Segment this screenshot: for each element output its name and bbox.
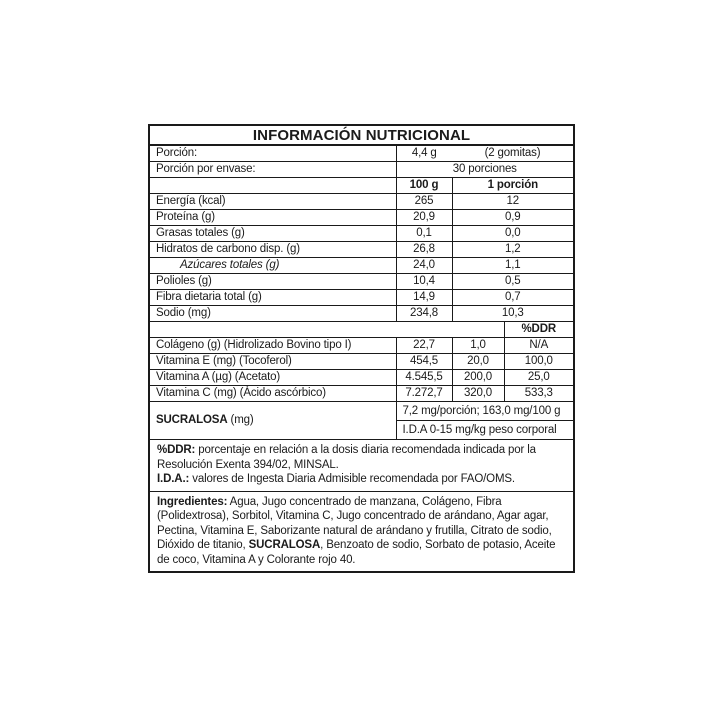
value-per-100g: 234,8 bbox=[396, 306, 452, 322]
footnote-ida bbox=[157, 472, 566, 487]
ingredients-text bbox=[157, 495, 566, 568]
value-per-100g: 24,0 bbox=[396, 258, 452, 274]
servings-per-container-value: 30 porciones bbox=[396, 162, 574, 178]
ddr-header-row bbox=[149, 322, 574, 338]
sucralosa-content-value: 7,2 mg/porción; 163,0 mg/100 g bbox=[396, 402, 574, 421]
value-per-100g: 14,9 bbox=[396, 290, 452, 306]
nutrient-row-sodio bbox=[149, 306, 574, 322]
nutrient-row-polioles bbox=[149, 274, 574, 290]
nutrient-label: Polioles (g) bbox=[149, 274, 396, 290]
active-label: Vitamina A (µg) (Acetato) bbox=[149, 370, 396, 386]
page-title: INFORMACIÓN NUTRICIONAL bbox=[149, 125, 574, 145]
ingredients-label: Ingredientes: bbox=[157, 495, 228, 508]
footnote-ida-term: I.D.A.: bbox=[157, 473, 190, 485]
column-header-per-100g: 100 g bbox=[396, 178, 452, 194]
nutrient-label: Fibra dietaria total (g) bbox=[149, 290, 396, 306]
column-header-ddr: %DDR bbox=[504, 322, 574, 338]
footnotes-row bbox=[149, 440, 574, 492]
footnote-ddr-term: %DDR: bbox=[157, 444, 196, 456]
value-ddr: 100,0 bbox=[504, 354, 574, 370]
value-per-100g: 265 bbox=[396, 194, 452, 210]
nutrient-label: Grasas totales (g) bbox=[149, 226, 396, 242]
nutrient-label: Azúcares totales (g) bbox=[149, 258, 396, 274]
servings-per-container-row bbox=[149, 162, 574, 178]
active-label: Vitamina E (mg) (Tocoferol) bbox=[149, 354, 396, 370]
value-per-serving: 20,0 bbox=[452, 354, 504, 370]
title-row bbox=[149, 125, 574, 145]
value-per-serving: 0,7 bbox=[452, 290, 574, 306]
value-per-serving: 1,1 bbox=[452, 258, 574, 274]
value-per-100g: 22,7 bbox=[396, 338, 452, 354]
servings-per-container-label: Porción por envase: bbox=[149, 162, 396, 178]
nutrient-row-fibra bbox=[149, 290, 574, 306]
active-row-vitamina-a bbox=[149, 370, 574, 386]
value-per-serving: 200,0 bbox=[452, 370, 504, 386]
value-per-100g: 0,1 bbox=[396, 226, 452, 242]
value-per-100g: 26,8 bbox=[396, 242, 452, 258]
value-per-100g: 7.272,7 bbox=[396, 386, 452, 402]
value-per-serving: 320,0 bbox=[452, 386, 504, 402]
serving-size-row bbox=[149, 145, 574, 162]
nutrient-label: Energía (kcal) bbox=[149, 194, 396, 210]
value-per-serving: 1,2 bbox=[452, 242, 574, 258]
sucralosa-ida-value: I.D.A 0-15 mg/kg peso corporal bbox=[396, 421, 574, 440]
nutrient-row-azucares bbox=[149, 258, 574, 274]
serving-size-value: 4,4 g bbox=[396, 145, 452, 162]
nutrient-label: Hidratos de carbono disp. (g) bbox=[149, 242, 396, 258]
active-row-colageno bbox=[149, 338, 574, 354]
footnote-ida-text: valores de Ingesta Diaria Admisible recomendada por FAO/OMS. bbox=[189, 473, 515, 485]
column-header-spacer bbox=[149, 178, 396, 194]
value-per-serving: 0,9 bbox=[452, 210, 574, 226]
serving-size-label: Porción: bbox=[149, 145, 396, 162]
nutrient-row-grasas bbox=[149, 226, 574, 242]
active-row-vitamina-c bbox=[149, 386, 574, 402]
nutrient-row-hidratos bbox=[149, 242, 574, 258]
value-per-100g: 20,9 bbox=[396, 210, 452, 226]
active-row-vitamina-e bbox=[149, 354, 574, 370]
ingredients-row bbox=[149, 491, 574, 572]
nutrition-table bbox=[148, 124, 575, 573]
sucralosa-name: SUCRALOSA bbox=[156, 414, 228, 426]
active-label: Colágeno (g) (Hidrolizado Bovino tipo I) bbox=[149, 338, 396, 354]
value-ddr: 25,0 bbox=[504, 370, 574, 386]
nutrient-label: Proteína (g) bbox=[149, 210, 396, 226]
value-per-serving: 0,5 bbox=[452, 274, 574, 290]
footnote-ddr bbox=[157, 443, 566, 472]
value-per-serving: 1,0 bbox=[452, 338, 504, 354]
ingredients-part2: , Benzoato de sodio, Sorbato de potasio, Aceite de coco, Vitamina A y Colorante rojo 40. bbox=[157, 539, 556, 566]
value-ddr: N/A bbox=[504, 338, 574, 354]
nutrient-row-energia bbox=[149, 194, 574, 210]
ddr-header-spacer bbox=[149, 322, 504, 338]
nutrient-row-proteina bbox=[149, 210, 574, 226]
sucralosa-label bbox=[149, 402, 396, 440]
ingredients-highlight: SUCRALOSA bbox=[248, 539, 321, 551]
ingredients-cell bbox=[149, 491, 574, 572]
sucralosa-row-1 bbox=[149, 402, 574, 421]
serving-size-units: (2 gomitas) bbox=[452, 145, 574, 162]
value-per-serving: 0,0 bbox=[452, 226, 574, 242]
value-ddr: 533,3 bbox=[504, 386, 574, 402]
footnotes-cell bbox=[149, 440, 574, 492]
value-per-100g: 454,5 bbox=[396, 354, 452, 370]
value-per-serving: 10,3 bbox=[452, 306, 574, 322]
value-per-serving: 12 bbox=[452, 194, 574, 210]
value-per-100g: 10,4 bbox=[396, 274, 452, 290]
nutrient-label: Sodio (mg) bbox=[149, 306, 396, 322]
footnote-ddr-text: porcentaje en relación a la dosis diaria recomendada indicada por la Resolución Exenta 394/02, MINSAL. bbox=[157, 444, 536, 471]
sucralosa-unit: (mg) bbox=[227, 414, 254, 426]
column-header-per-serving: 1 porción bbox=[452, 178, 574, 194]
ingredients-part1: Agua, Jugo concentrado de manzana, Colágeno, Fibra (Polidextrosa), Sorbitol, Vitamina C, Jugo concentrado de arándano, Agar agar, Pectina, Vitamina E, Saborizante natural de arándano y frutilla, Citrato de sodio, Dióxido de titanio, bbox=[157, 495, 552, 551]
column-header-row bbox=[149, 178, 574, 194]
value-per-100g: 4.545,5 bbox=[396, 370, 452, 386]
active-label: Vitamina C (mg) (Ácido ascórbico) bbox=[149, 386, 396, 402]
